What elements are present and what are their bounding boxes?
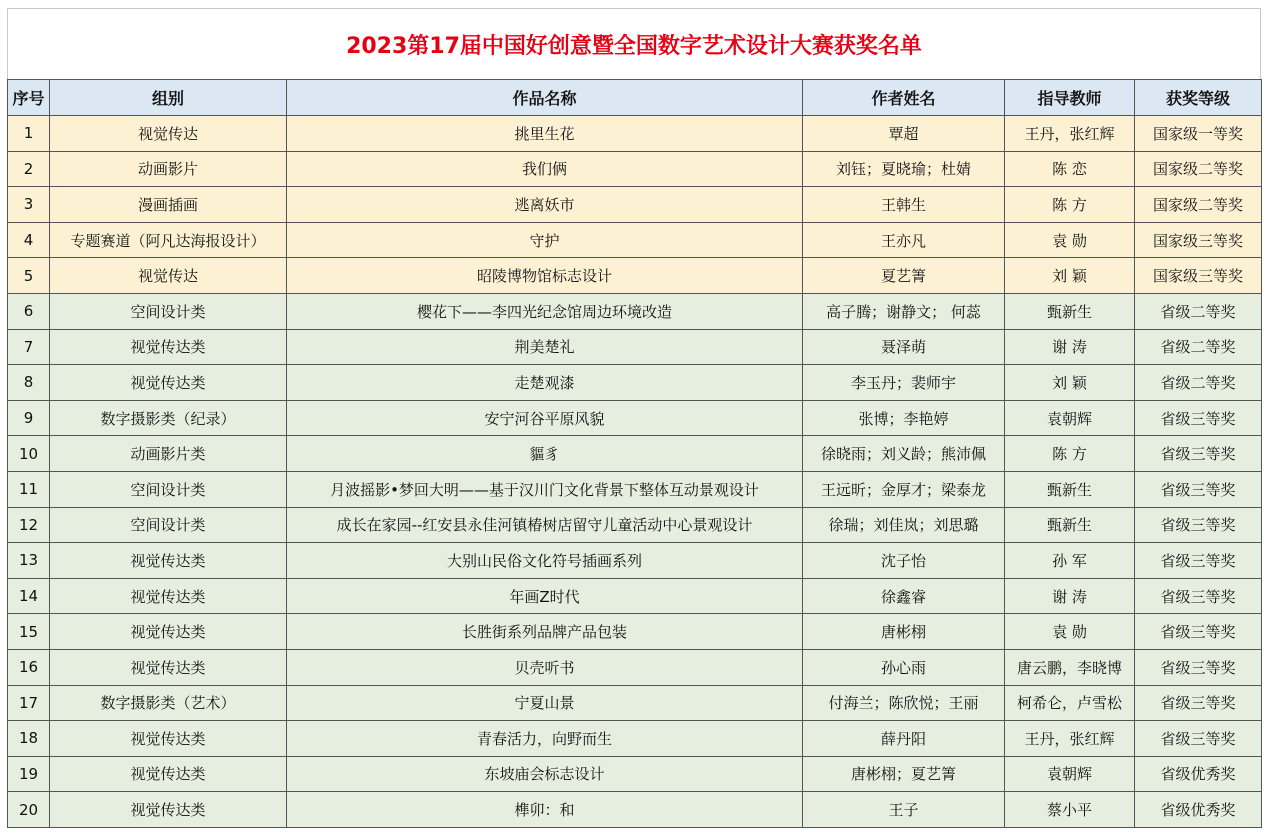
table-row (8, 293, 1262, 329)
table-row (8, 400, 1262, 436)
cell-no[interactable]: 11 (8, 471, 50, 507)
cell-level[interactable]: 国家级三等奖 (1135, 258, 1262, 294)
cell-group[interactable]: 数字摄影类（艺术） (50, 685, 287, 721)
column-header-group[interactable]: 组别 (50, 80, 287, 116)
cell-work[interactable]: 昭陵博物馆标志设计 (287, 258, 803, 294)
cell-author[interactable]: 王亦凡 (803, 222, 1005, 258)
column-header-no[interactable]: 序号 (8, 80, 50, 116)
cell-level[interactable]: 省级三等奖 (1135, 614, 1262, 650)
cell-group[interactable]: 空间设计类 (50, 293, 287, 329)
table-row (8, 187, 1262, 223)
cell-no[interactable]: 5 (8, 258, 50, 294)
cell-teacher[interactable]: 袁 勋 (1005, 222, 1135, 258)
column-header-work[interactable]: 作品名称 (287, 80, 803, 116)
cell-level[interactable]: 省级优秀奖 (1135, 792, 1262, 828)
title-row (7, 8, 1261, 79)
table-row (8, 614, 1262, 650)
cell-author[interactable]: 付海兰；陈欣悦；王丽 (803, 685, 1005, 721)
spreadsheet (7, 8, 1261, 828)
cell-group[interactable]: 专题赛道（阿凡达海报设计） (50, 222, 287, 258)
cell-level[interactable]: 国家级三等奖 (1135, 222, 1262, 258)
cell-teacher[interactable]: 陈 方 (1005, 436, 1135, 472)
table-row (8, 543, 1262, 579)
header-row (8, 80, 1262, 116)
cell-group[interactable]: 视觉传达 (50, 116, 287, 152)
cell-group[interactable]: 漫画插画 (50, 187, 287, 223)
cell-work[interactable]: 守护 (287, 222, 803, 258)
cell-group[interactable]: 视觉传达类 (50, 721, 287, 757)
cell-teacher[interactable]: 陈 恋 (1005, 151, 1135, 187)
cell-group[interactable]: 视觉传达类 (50, 543, 287, 579)
column-header-author[interactable]: 作者姓名 (803, 80, 1005, 116)
cell-no[interactable]: 17 (8, 685, 50, 721)
cell-work[interactable]: 逃离妖市 (287, 187, 803, 223)
cell-author[interactable]: 唐彬栩 (803, 614, 1005, 650)
cell-teacher[interactable]: 唐云鹏，李晓博 (1005, 649, 1135, 685)
table-row (8, 471, 1262, 507)
cell-teacher[interactable]: 甄新生 (1005, 471, 1135, 507)
cell-author[interactable]: 王远昕；金厚才；梁泰龙 (803, 471, 1005, 507)
cell-group[interactable]: 视觉传达类 (50, 329, 287, 365)
table-row (8, 258, 1262, 294)
cell-no[interactable]: 13 (8, 543, 50, 579)
cell-level[interactable]: 国家级二等奖 (1135, 151, 1262, 187)
cell-group[interactable]: 空间设计类 (50, 507, 287, 543)
cell-author[interactable]: 徐晓雨；刘义龄；熊沛佩 (803, 436, 1005, 472)
cell-work[interactable]: 月波摇影•梦回大明——基于汉川门文化背景下整体互动景观设计 (287, 471, 803, 507)
cell-teacher[interactable]: 王丹，张红辉 (1005, 721, 1135, 757)
cell-work[interactable]: 宁夏山景 (287, 685, 803, 721)
cell-teacher[interactable]: 甄新生 (1005, 507, 1135, 543)
cell-work[interactable]: 榫卯：和 (287, 792, 803, 828)
cell-no[interactable]: 20 (8, 792, 50, 828)
cell-no[interactable]: 9 (8, 400, 50, 436)
cell-group[interactable]: 视觉传达类 (50, 792, 287, 828)
award-table (7, 79, 1262, 828)
cell-author[interactable]: 徐瑞；刘佳岚；刘思璐 (803, 507, 1005, 543)
cell-work[interactable]: 挑里生花 (287, 116, 803, 152)
cell-teacher[interactable]: 蔡小平 (1005, 792, 1135, 828)
cell-author[interactable]: 李玉丹；裴师宇 (803, 365, 1005, 401)
table-row (8, 756, 1262, 792)
cell-group[interactable]: 动画影片 (50, 151, 287, 187)
cell-work[interactable]: 安宁河谷平原风貌 (287, 400, 803, 436)
cell-level[interactable]: 省级三等奖 (1135, 578, 1262, 614)
column-header-teacher[interactable]: 指导教师 (1005, 80, 1135, 116)
cell-no[interactable]: 4 (8, 222, 50, 258)
table-body (8, 116, 1262, 828)
cell-work[interactable]: 走楚观漆 (287, 365, 803, 401)
table-row (8, 578, 1262, 614)
table-row (8, 365, 1262, 401)
cell-level[interactable]: 省级二等奖 (1135, 329, 1262, 365)
cell-no[interactable]: 10 (8, 436, 50, 472)
column-header-level[interactable]: 获奖等级 (1135, 80, 1262, 116)
cell-author[interactable]: 孙心雨 (803, 649, 1005, 685)
cell-work[interactable]: 贝壳听书 (287, 649, 803, 685)
cell-group[interactable]: 视觉传达类 (50, 578, 287, 614)
cell-author[interactable]: 覃超 (803, 116, 1005, 152)
cell-teacher[interactable]: 王丹，张红辉 (1005, 116, 1135, 152)
cell-teacher[interactable]: 陈 方 (1005, 187, 1135, 223)
cell-author[interactable]: 薛丹阳 (803, 721, 1005, 757)
page-title: 2023第17届中国好创意暨全国数字艺术设计大赛获奖名单 (346, 33, 922, 59)
cell-group[interactable]: 空间设计类 (50, 471, 287, 507)
cell-no[interactable]: 19 (8, 756, 50, 792)
cell-author[interactable]: 沈子怡 (803, 543, 1005, 579)
table-row (8, 649, 1262, 685)
table-row (8, 222, 1262, 258)
cell-no[interactable]: 15 (8, 614, 50, 650)
cell-author[interactable]: 徐鑫睿 (803, 578, 1005, 614)
cell-work[interactable]: 年画Z时代 (287, 578, 803, 614)
cell-work[interactable]: 大别山民俗文化符号插画系列 (287, 543, 803, 579)
cell-no[interactable]: 18 (8, 721, 50, 757)
cell-level[interactable]: 省级三等奖 (1135, 436, 1262, 472)
cell-no[interactable]: 2 (8, 151, 50, 187)
cell-group[interactable]: 视觉传达类 (50, 614, 287, 650)
cell-level[interactable]: 国家级一等奖 (1135, 116, 1262, 152)
cell-level[interactable]: 省级三等奖 (1135, 649, 1262, 685)
cell-group[interactable]: 视觉传达类 (50, 649, 287, 685)
cell-author[interactable]: 王子 (803, 792, 1005, 828)
cell-level[interactable]: 省级三等奖 (1135, 543, 1262, 579)
cell-work[interactable]: 樱花下——李四光纪念馆周边环境改造 (287, 293, 803, 329)
table-row (8, 685, 1262, 721)
cell-work[interactable]: 长胜街系列品牌产品包装 (287, 614, 803, 650)
table-row (8, 721, 1262, 757)
table-row (8, 116, 1262, 152)
cell-teacher[interactable]: 甄新生 (1005, 293, 1135, 329)
cell-no[interactable]: 7 (8, 329, 50, 365)
cell-level[interactable]: 省级二等奖 (1135, 365, 1262, 401)
cell-no[interactable]: 12 (8, 507, 50, 543)
cell-group[interactable]: 视觉传达 (50, 258, 287, 294)
cell-teacher[interactable]: 孙 军 (1005, 543, 1135, 579)
cell-level[interactable]: 省级三等奖 (1135, 507, 1262, 543)
cell-work[interactable]: 我们俩 (287, 151, 803, 187)
cell-no[interactable]: 6 (8, 293, 50, 329)
cell-group[interactable]: 视觉传达类 (50, 365, 287, 401)
table-row (8, 329, 1262, 365)
cell-group[interactable]: 动画影片类 (50, 436, 287, 472)
cell-work[interactable]: 貙豸 (287, 436, 803, 472)
cell-author[interactable]: 王韩生 (803, 187, 1005, 223)
cell-no[interactable]: 16 (8, 649, 50, 685)
cell-teacher[interactable]: 谢 涛 (1005, 578, 1135, 614)
cell-teacher[interactable]: 刘 颖 (1005, 365, 1135, 401)
cell-teacher[interactable]: 袁朝辉 (1005, 400, 1135, 436)
cell-teacher[interactable]: 柯希仑，卢雪松 (1005, 685, 1135, 721)
cell-author[interactable]: 夏艺箐 (803, 258, 1005, 294)
cell-level[interactable]: 国家级二等奖 (1135, 187, 1262, 223)
cell-author[interactable]: 高子腾；谢静文； 何蕊 (803, 293, 1005, 329)
cell-teacher[interactable]: 刘 颖 (1005, 258, 1135, 294)
cell-work[interactable]: 荆美楚礼 (287, 329, 803, 365)
cell-level[interactable]: 省级三等奖 (1135, 685, 1262, 721)
cell-no[interactable]: 8 (8, 365, 50, 401)
cell-teacher[interactable]: 袁 勋 (1005, 614, 1135, 650)
cell-no[interactable]: 14 (8, 578, 50, 614)
cell-author[interactable]: 刘钰；夏晓瑜；杜婧 (803, 151, 1005, 187)
cell-level[interactable]: 省级三等奖 (1135, 471, 1262, 507)
cell-group[interactable]: 数字摄影类（纪录） (50, 400, 287, 436)
cell-work[interactable]: 成长在家园--红安县永佳河镇椿树店留守儿童活动中心景观设计 (287, 507, 803, 543)
cell-author[interactable]: 张博；李艳婷 (803, 400, 1005, 436)
cell-level[interactable]: 省级二等奖 (1135, 293, 1262, 329)
cell-author[interactable]: 聂泽萌 (803, 329, 1005, 365)
table-row (8, 436, 1262, 472)
cell-author[interactable]: 唐彬栩；夏艺箐 (803, 756, 1005, 792)
cell-no[interactable]: 3 (8, 187, 50, 223)
cell-work[interactable]: 青春活力，向野而生 (287, 721, 803, 757)
cell-level[interactable]: 省级优秀奖 (1135, 756, 1262, 792)
cell-level[interactable]: 省级三等奖 (1135, 721, 1262, 757)
table-row (8, 792, 1262, 828)
cell-work[interactable]: 东坡庙会标志设计 (287, 756, 803, 792)
cell-teacher[interactable]: 谢 涛 (1005, 329, 1135, 365)
cell-teacher[interactable]: 袁朝辉 (1005, 756, 1135, 792)
table-row (8, 507, 1262, 543)
cell-no[interactable]: 1 (8, 116, 50, 152)
table-row (8, 151, 1262, 187)
cell-level[interactable]: 省级三等奖 (1135, 400, 1262, 436)
cell-group[interactable]: 视觉传达类 (50, 756, 287, 792)
